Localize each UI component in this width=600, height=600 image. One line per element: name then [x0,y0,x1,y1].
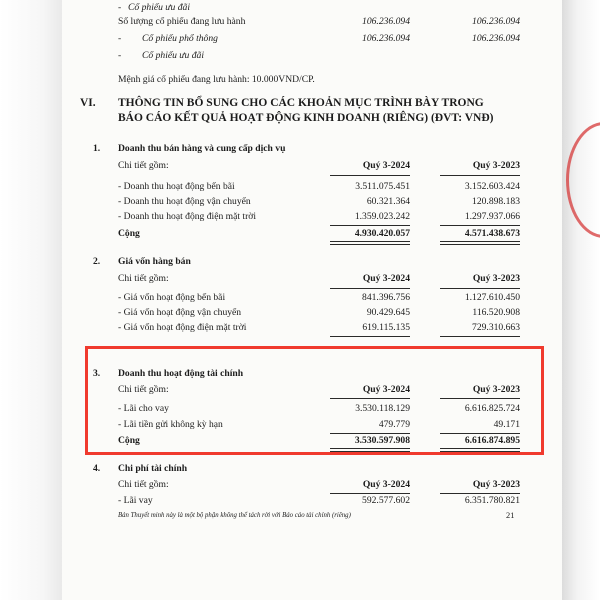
dash: - [118,2,122,13]
top-row-label: Cổ phiếu ưu đãi [128,2,190,13]
row-label: - Doanh thu hoạt động vận chuyển [118,196,251,207]
header-rule [440,493,520,494]
subsection-title: Chi phí tài chính [118,463,188,474]
row-value-current: 60.321.364 [366,196,410,207]
section-title-line1: THÔNG TIN BỔ SUNG CHO CÁC KHOẢN MỤC TRÌNH BÀY TRONG [118,97,484,109]
total-value-current: 4.930.420.057 [354,228,410,239]
footer-note: Bản Thuyết minh này là một bộ phận không thể tách rời với Báo cáo tài chính (riêng) [118,512,351,519]
subsection-title: Doanh thu bán hàng và cung cấp dịch vụ [118,143,286,154]
par-value-note: Mệnh giá cổ phiếu đang lưu hành: 10.000VND/CP. [118,74,315,85]
row-value-current: 841.396.756 [362,292,410,303]
header-rule [440,288,520,289]
total-label: Cộng [118,435,140,446]
dash: - [118,50,122,61]
top-row-value: 106.236.094 [472,33,520,44]
top-row-label: Cổ phiếu ưu đãi [142,50,204,61]
subsection-number: 2. [93,256,101,267]
page-edge-right [562,0,600,600]
page-number: 21 [506,511,515,520]
details-label: Chi tiết gồm: [118,479,169,490]
col-header-current: Quý 3-2024 [362,479,410,490]
subtotal-rule [440,336,520,337]
section-number: VI. [80,97,96,109]
total-double-rule [330,241,410,245]
subsection-number: 4. [93,463,101,474]
row-value-current: 592.577.602 [362,495,410,506]
row-value-previous: 6.351.780.821 [464,495,520,506]
row-value-current: 3.511.075.451 [355,181,410,192]
col-header-current: Quý 3-2024 [362,384,410,395]
page-edge-left [0,0,62,600]
subtotal-rule [330,336,410,337]
section-title-line2: BÁO CÁO KẾT QUẢ HOẠT ĐỘNG KINH DOANH (RIÊNG) (ĐVT: VNĐ) [118,112,494,124]
row-value-previous: 120.898.183 [472,196,520,207]
subsection-number: 1. [93,143,101,154]
row-value-current: 619.115.135 [362,322,410,333]
row-value-current: 1.359.023.242 [354,211,410,222]
details-label: Chi tiết gồm: [118,384,169,395]
total-label: Cộng [118,228,140,239]
top-row-value: 106.236.094 [362,33,410,44]
total-value-current: 3.530.597.908 [354,435,410,446]
col-header-current: Quý 3-2024 [362,160,410,171]
row-value-previous: 6.616.825.724 [464,403,520,414]
row-value-current: 90.429.645 [366,307,410,318]
header-rule [330,288,410,289]
row-value-previous: 729.310.663 [472,322,520,333]
col-header-previous: Quý 3-2023 [472,479,520,490]
row-label: - Lãi vay [118,495,153,506]
subtotal-rule [440,225,520,226]
row-value-previous: 3.152.603.424 [464,181,520,192]
subsection-title: Doanh thu hoạt động tài chính [118,368,244,379]
row-label: - Lãi cho vay [118,403,169,414]
col-header-previous: Quý 3-2023 [472,384,520,395]
row-value-previous: 116.520.908 [472,307,520,318]
row-label: - Lãi tiền gửi không kỳ hạn [118,419,223,430]
row-label: - Giá vốn hoạt động bến bãi [118,292,226,303]
subsection-title: Giá vốn hàng bán [118,256,191,267]
col-header-previous: Quý 3-2023 [472,160,520,171]
dash: - [118,33,122,44]
row-value-previous: 1.127.610.450 [464,292,520,303]
total-double-rule [440,241,520,245]
top-row-label: Số lượng cổ phiếu đang lưu hành [118,16,246,27]
top-row-value: 106.236.094 [472,16,520,27]
total-value-previous: 4.571.438.673 [464,228,520,239]
row-value-previous: 1.297.937.066 [464,211,520,222]
row-label: - Giá vốn hoạt động vận chuyển [118,307,242,318]
row-value-current: 3.530.118.129 [355,403,410,414]
top-row-value: 106.236.094 [362,16,410,27]
details-label: Chi tiết gồm: [118,160,169,171]
row-label: - Giá vốn hoạt động điện mặt trời [118,322,247,333]
subtotal-rule [330,225,410,226]
col-header-current: Quý 3-2024 [362,273,410,284]
row-label: - Doanh thu hoạt động điện mặt trời [118,211,257,222]
row-label: - Doanh thu hoạt động bến bãi [118,181,235,192]
row-value-current: 479.779 [378,419,410,430]
header-rule [330,493,410,494]
header-rule [440,175,520,176]
top-row-label: Cổ phiếu phổ thông [142,33,218,44]
subsection-number: 3. [93,368,101,379]
header-rule [330,175,410,176]
total-value-previous: 6.616.874.895 [464,435,520,446]
details-label: Chi tiết gồm: [118,273,169,284]
col-header-previous: Quý 3-2023 [472,273,520,284]
row-value-previous: 49.171 [493,419,520,430]
highlight-box [85,346,544,455]
